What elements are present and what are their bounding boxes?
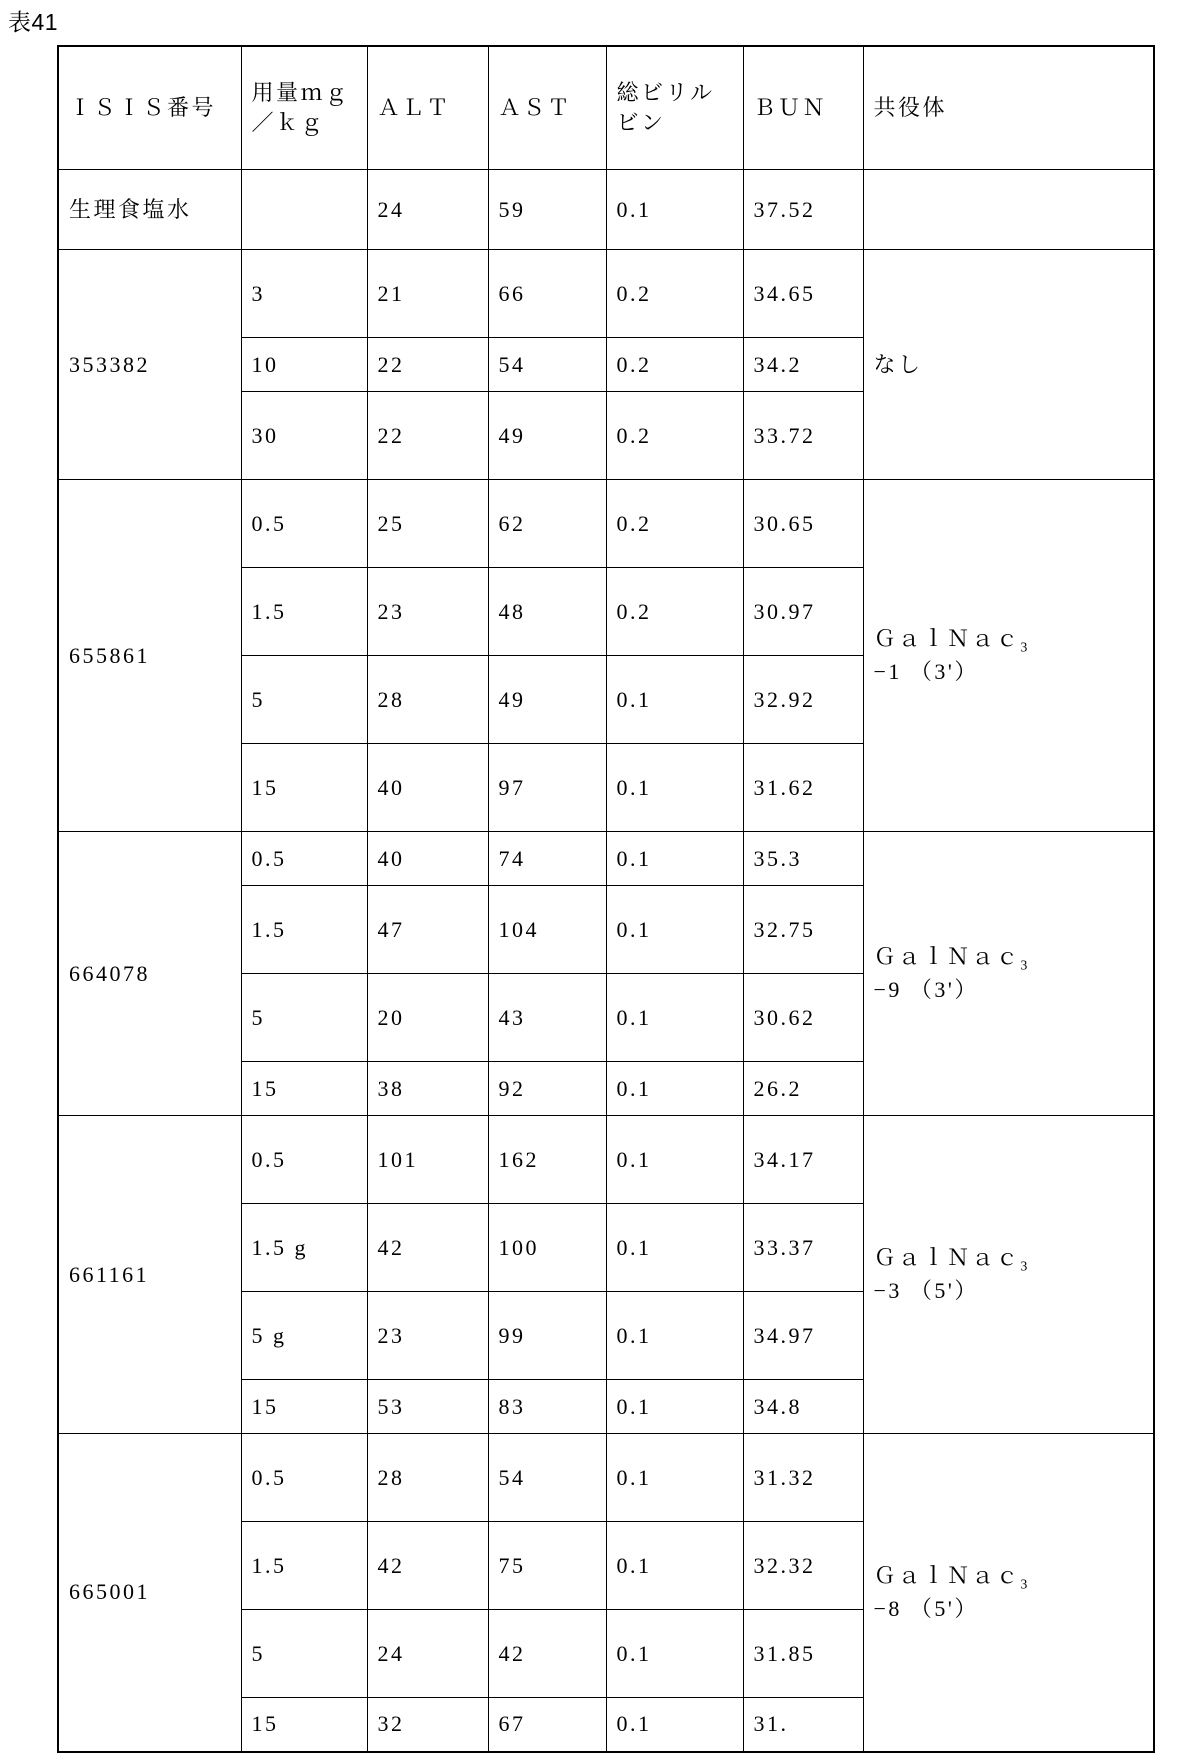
cell-isis-number: 664078 [58,832,241,1116]
cell-ast: 43 [488,974,606,1062]
cell-dose: 0.5 [241,1434,367,1522]
cell-dose: 10 [241,338,367,392]
cell-ast: 42 [488,1610,606,1698]
conjugate-name: ＧａｌＮａｃ [873,1245,1021,1271]
cell-alt: 23 [367,1292,488,1380]
cell-bun: 32.92 [743,656,863,744]
cell-dose: 15 [241,1380,367,1434]
conjugate-variant: −8 （5'） [873,1595,979,1621]
cell-bun: 26.2 [743,1062,863,1116]
cell-bun: 33.72 [743,392,863,480]
cell-alt: 22 [367,338,488,392]
cell-alt: 40 [367,744,488,832]
cell-bun: 32.75 [743,886,863,974]
table-row [58,170,1154,250]
cell-dose: 15 [241,744,367,832]
cell-alt: 28 [367,1434,488,1522]
column-header-isis: ＩＳＩＳ番号 [58,46,241,170]
results-table [57,45,1155,1753]
cell-dose: 5 [241,974,367,1062]
conjugate-name: ＧａｌＮａｃ [873,1563,1021,1588]
cell-ast: 48 [488,568,606,656]
cell-dose: 1.5 g [241,1204,367,1292]
cell-total-bilirubin: 0.2 [606,392,743,480]
cell-isis-number: 665001 [58,1434,241,1752]
column-header-dose: 用量ｍｇ／ｋｇ [241,46,367,170]
cell-alt: 42 [367,1204,488,1292]
cell-isis-number: 353382 [58,250,241,480]
cell-ast: 54 [488,338,606,392]
cell-alt: 28 [367,656,488,744]
cell-ast: 49 [488,656,606,744]
cell-alt: 24 [367,170,488,250]
cell-total-bilirubin: 0.1 [606,1522,743,1610]
cell-dose: 30 [241,392,367,480]
cell-conjugate [863,170,1154,250]
conjugate-subscript: 3 [1020,1576,1028,1592]
cell-dose [241,170,367,250]
cell-alt: 38 [367,1062,488,1116]
cell-conjugate [863,480,1154,832]
cell-dose: 5 g [241,1292,367,1380]
cell-conjugate: なし [863,250,1154,480]
cell-ast: 62 [488,480,606,568]
cell-total-bilirubin: 0.2 [606,250,743,338]
cell-isis-number: 生理食塩水 [58,170,241,250]
cell-total-bilirubin: 0.2 [606,568,743,656]
conjugate-variant: −1 （3'） [873,659,979,685]
cell-ast: 104 [488,886,606,974]
conjugate-subscript: 3 [1020,639,1028,655]
cell-alt: 101 [367,1116,488,1204]
conjugate-variant: −3 （5'） [873,1278,979,1304]
cell-alt: 53 [367,1380,488,1434]
cell-total-bilirubin: 0.1 [606,1380,743,1434]
cell-total-bilirubin: 0.1 [606,832,743,886]
cell-ast: 92 [488,1062,606,1116]
cell-dose: 0.5 [241,832,367,886]
header-row [58,46,1154,170]
cell-alt: 20 [367,974,488,1062]
cell-dose: 1.5 [241,568,367,656]
cell-isis-number: 661161 [58,1116,241,1434]
cell-dose: 5 [241,656,367,744]
cell-conjugate [863,832,1154,1116]
cell-alt: 32 [367,1698,488,1752]
cell-total-bilirubin: 0.1 [606,744,743,832]
table-row [58,480,1154,568]
conjugate-name: ＧａｌＮａｃ [873,944,1021,970]
cell-bun: 34.65 [743,250,863,338]
cell-ast: 66 [488,250,606,338]
cell-total-bilirubin: 0.1 [606,1292,743,1380]
cell-alt: 42 [367,1522,488,1610]
cell-bun: 31.62 [743,744,863,832]
cell-bun: 31.85 [743,1610,863,1698]
cell-bun: 30.97 [743,568,863,656]
cell-total-bilirubin: 0.2 [606,480,743,568]
cell-bun: 35.3 [743,832,863,886]
cell-dose: 0.5 [241,1116,367,1204]
table-row [58,1434,1154,1522]
cell-total-bilirubin: 0.1 [606,170,743,250]
cell-ast: 67 [488,1698,606,1752]
cell-ast: 100 [488,1204,606,1292]
cell-bun: 37.52 [743,170,863,250]
cell-ast: 97 [488,744,606,832]
conjugate-name: ＧａｌＮａｃ [873,626,1021,652]
cell-total-bilirubin: 0.1 [606,656,743,744]
cell-bun: 30.65 [743,480,863,568]
cell-total-bilirubin: 0.1 [606,1116,743,1204]
column-header-ast: ＡＳＴ [488,46,606,170]
column-header-alt: ＡＬＴ [367,46,488,170]
table-row [58,832,1154,886]
table-header [58,46,1154,170]
cell-bun: 31.32 [743,1434,863,1522]
cell-dose: 15 [241,1698,367,1752]
cell-alt: 25 [367,480,488,568]
cell-bun: 33.37 [743,1204,863,1292]
cell-total-bilirubin: 0.1 [606,1434,743,1522]
conjugate-subscript: 3 [1020,957,1028,973]
cell-ast: 49 [488,392,606,480]
cell-bun: 34.97 [743,1292,863,1380]
column-header-total-bilirubin: 総ビリルビン [606,46,743,170]
column-header-conjugate: 共役体 [863,46,1154,170]
cell-bun: 32.32 [743,1522,863,1610]
cell-alt: 40 [367,832,488,886]
cell-bun: 34.8 [743,1380,863,1434]
table-caption: 表41 [8,9,59,35]
conjugate-variant: −9 （3'） [873,977,979,1003]
cell-ast: 83 [488,1380,606,1434]
column-header-bun: ＢＵＮ [743,46,863,170]
cell-dose: 1.5 [241,886,367,974]
cell-total-bilirubin: 0.1 [606,974,743,1062]
table-row [58,250,1154,338]
cell-dose: 3 [241,250,367,338]
cell-total-bilirubin: 0.2 [606,338,743,392]
cell-dose: 15 [241,1062,367,1116]
cell-conjugate [863,1434,1154,1752]
cell-bun: 34.17 [743,1116,863,1204]
cell-total-bilirubin: 0.1 [606,1204,743,1292]
cell-bun: 34.2 [743,338,863,392]
table-row [58,1116,1154,1204]
cell-isis-number: 655861 [58,480,241,832]
cell-dose: 5 [241,1610,367,1698]
cell-dose: 0.5 [241,480,367,568]
cell-ast: 75 [488,1522,606,1610]
cell-total-bilirubin: 0.1 [606,1062,743,1116]
cell-alt: 23 [367,568,488,656]
cell-alt: 24 [367,1610,488,1698]
cell-total-bilirubin: 0.1 [606,1698,743,1752]
cell-alt: 47 [367,886,488,974]
cell-ast: 162 [488,1116,606,1204]
cell-bun: 30.62 [743,974,863,1062]
cell-ast: 59 [488,170,606,250]
cell-total-bilirubin: 0.1 [606,886,743,974]
cell-conjugate [863,1116,1154,1434]
table-body [58,170,1154,1752]
cell-ast: 54 [488,1434,606,1522]
cell-bun: 31. [743,1698,863,1752]
cell-ast: 74 [488,832,606,886]
cell-alt: 21 [367,250,488,338]
conjugate-subscript: 3 [1020,1258,1028,1274]
cell-ast: 99 [488,1292,606,1380]
cell-total-bilirubin: 0.1 [606,1610,743,1698]
cell-alt: 22 [367,392,488,480]
cell-dose: 1.5 [241,1522,367,1610]
